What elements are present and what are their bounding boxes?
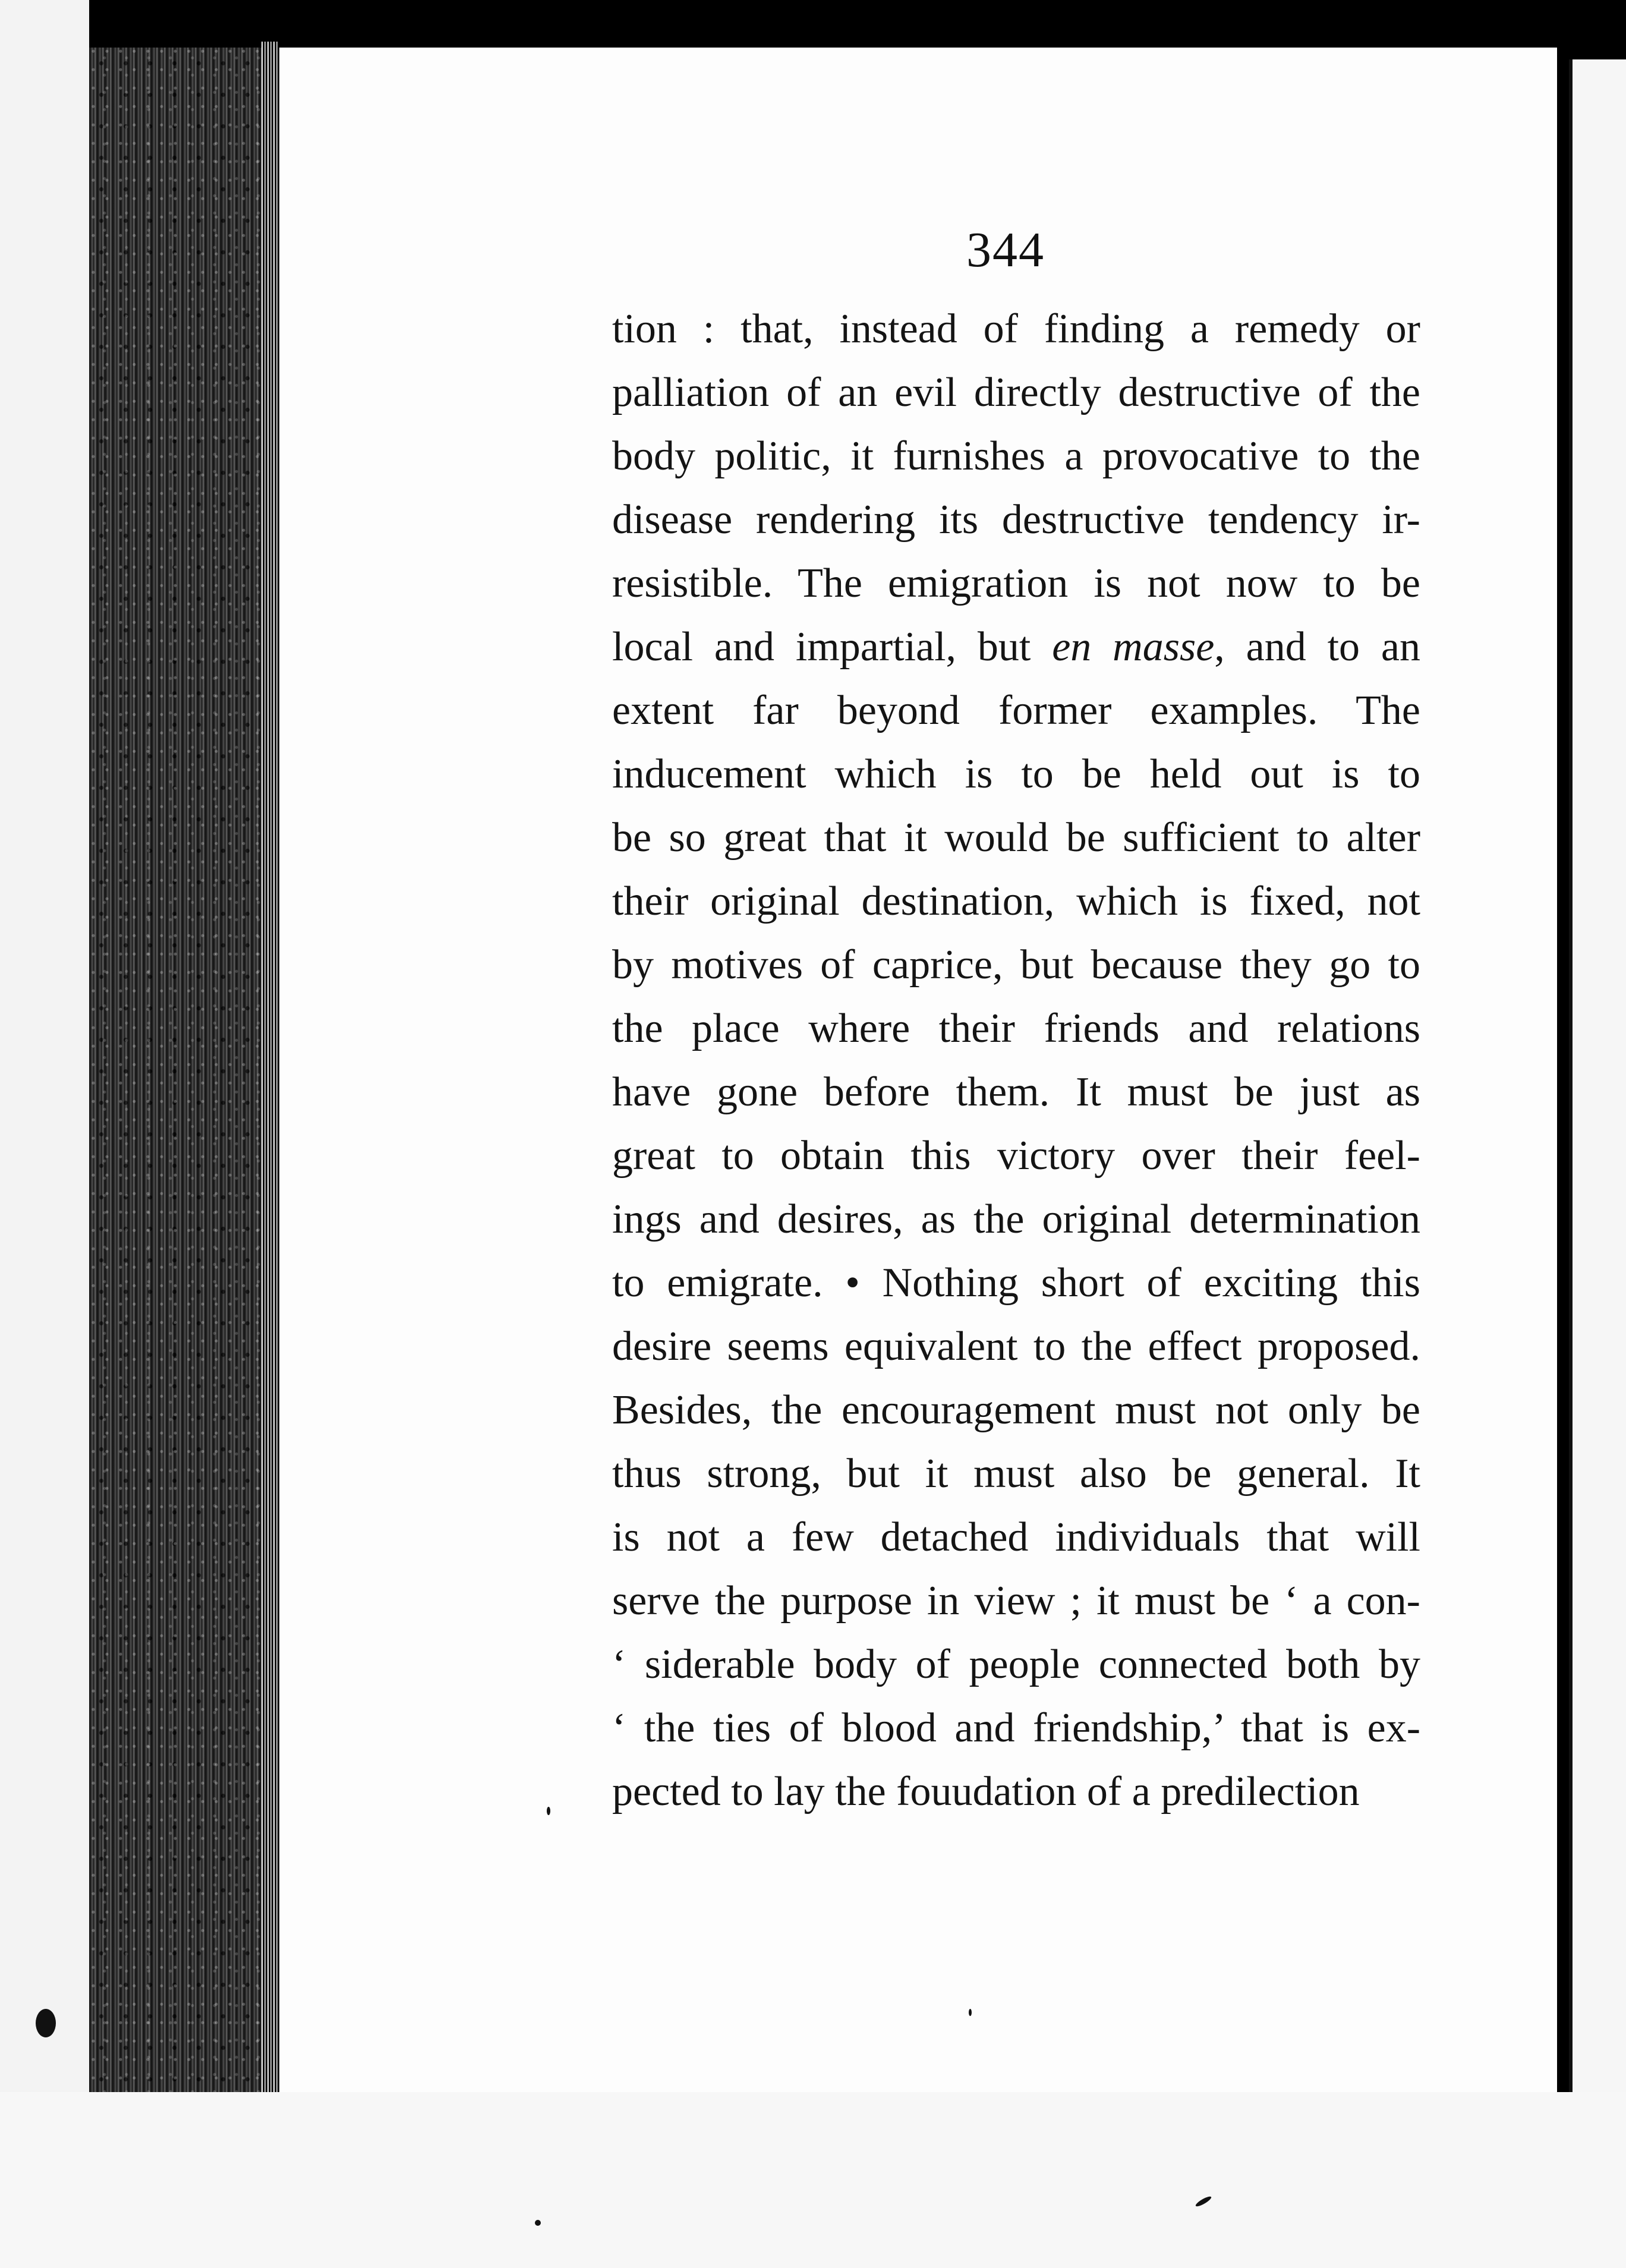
text-line: pected to lay the fouudation of a predilection (612, 1769, 1360, 1815)
text-line: extent far beyond former examples. The (612, 688, 1420, 733)
text-line: palliation of an evil directly destructive of the (612, 370, 1420, 415)
text-line: is not a few detached individuals that will (612, 1514, 1420, 1560)
bottom-margin (0, 2092, 1626, 2268)
text-line: to emigrate. • Nothing short of exciting this (612, 1260, 1420, 1306)
text-line: ings and desires, as the original determination (612, 1196, 1420, 1242)
text-line: local and impartial, but en masse, and to an (612, 624, 1420, 670)
text-line: by motives of caprice, but because they go to (612, 942, 1420, 988)
adjacent-page-edge (1569, 59, 1626, 2104)
text-line: desire seems equivalent to the effect proposed. (612, 1324, 1420, 1369)
page-stack-edge (261, 42, 279, 2098)
text-line: have gone before them. It must be just as (612, 1069, 1420, 1115)
speck (36, 2009, 56, 2037)
body-text (612, 297, 1420, 1823)
text-line: tion : that, instead of finding a remedy or (612, 306, 1420, 352)
text-line: great to obtain this victory over their feel- (612, 1133, 1420, 1179)
speck (535, 2220, 541, 2226)
book-page-stack (89, 48, 279, 2092)
italic-phrase: en masse (1052, 624, 1215, 670)
text-line: ‘ the ties of blood and friendship,’ that is ex- (612, 1705, 1420, 1751)
text-line: body politic, it furnishes a provocative to the (612, 433, 1420, 479)
text-line: thus strong, but it must also be general. It (612, 1451, 1420, 1497)
speck (969, 2009, 972, 2016)
speck (547, 1807, 550, 1815)
text-line: ‘ siderable body of people connected both by (612, 1642, 1420, 1687)
text-line: be so great that it would be sufficient to alter (612, 815, 1420, 861)
page-number: 344 (966, 222, 1045, 278)
text-line: Besides, the encouragement must not only be (612, 1387, 1420, 1433)
text-line: resistible. The emigration is not now to be (612, 560, 1420, 606)
text-line: their original destination, which is fixed, not (612, 878, 1420, 924)
text-line: the place where their friends and relations (612, 1006, 1420, 1051)
text-line: serve the purpose in view ; it must be ‘ a con- (612, 1578, 1420, 1624)
text-line: inducement which is to be held out is to (612, 751, 1420, 797)
text-line: disease rendering its destructive tendency ir- (612, 497, 1420, 543)
outer-margin (0, 0, 89, 2268)
